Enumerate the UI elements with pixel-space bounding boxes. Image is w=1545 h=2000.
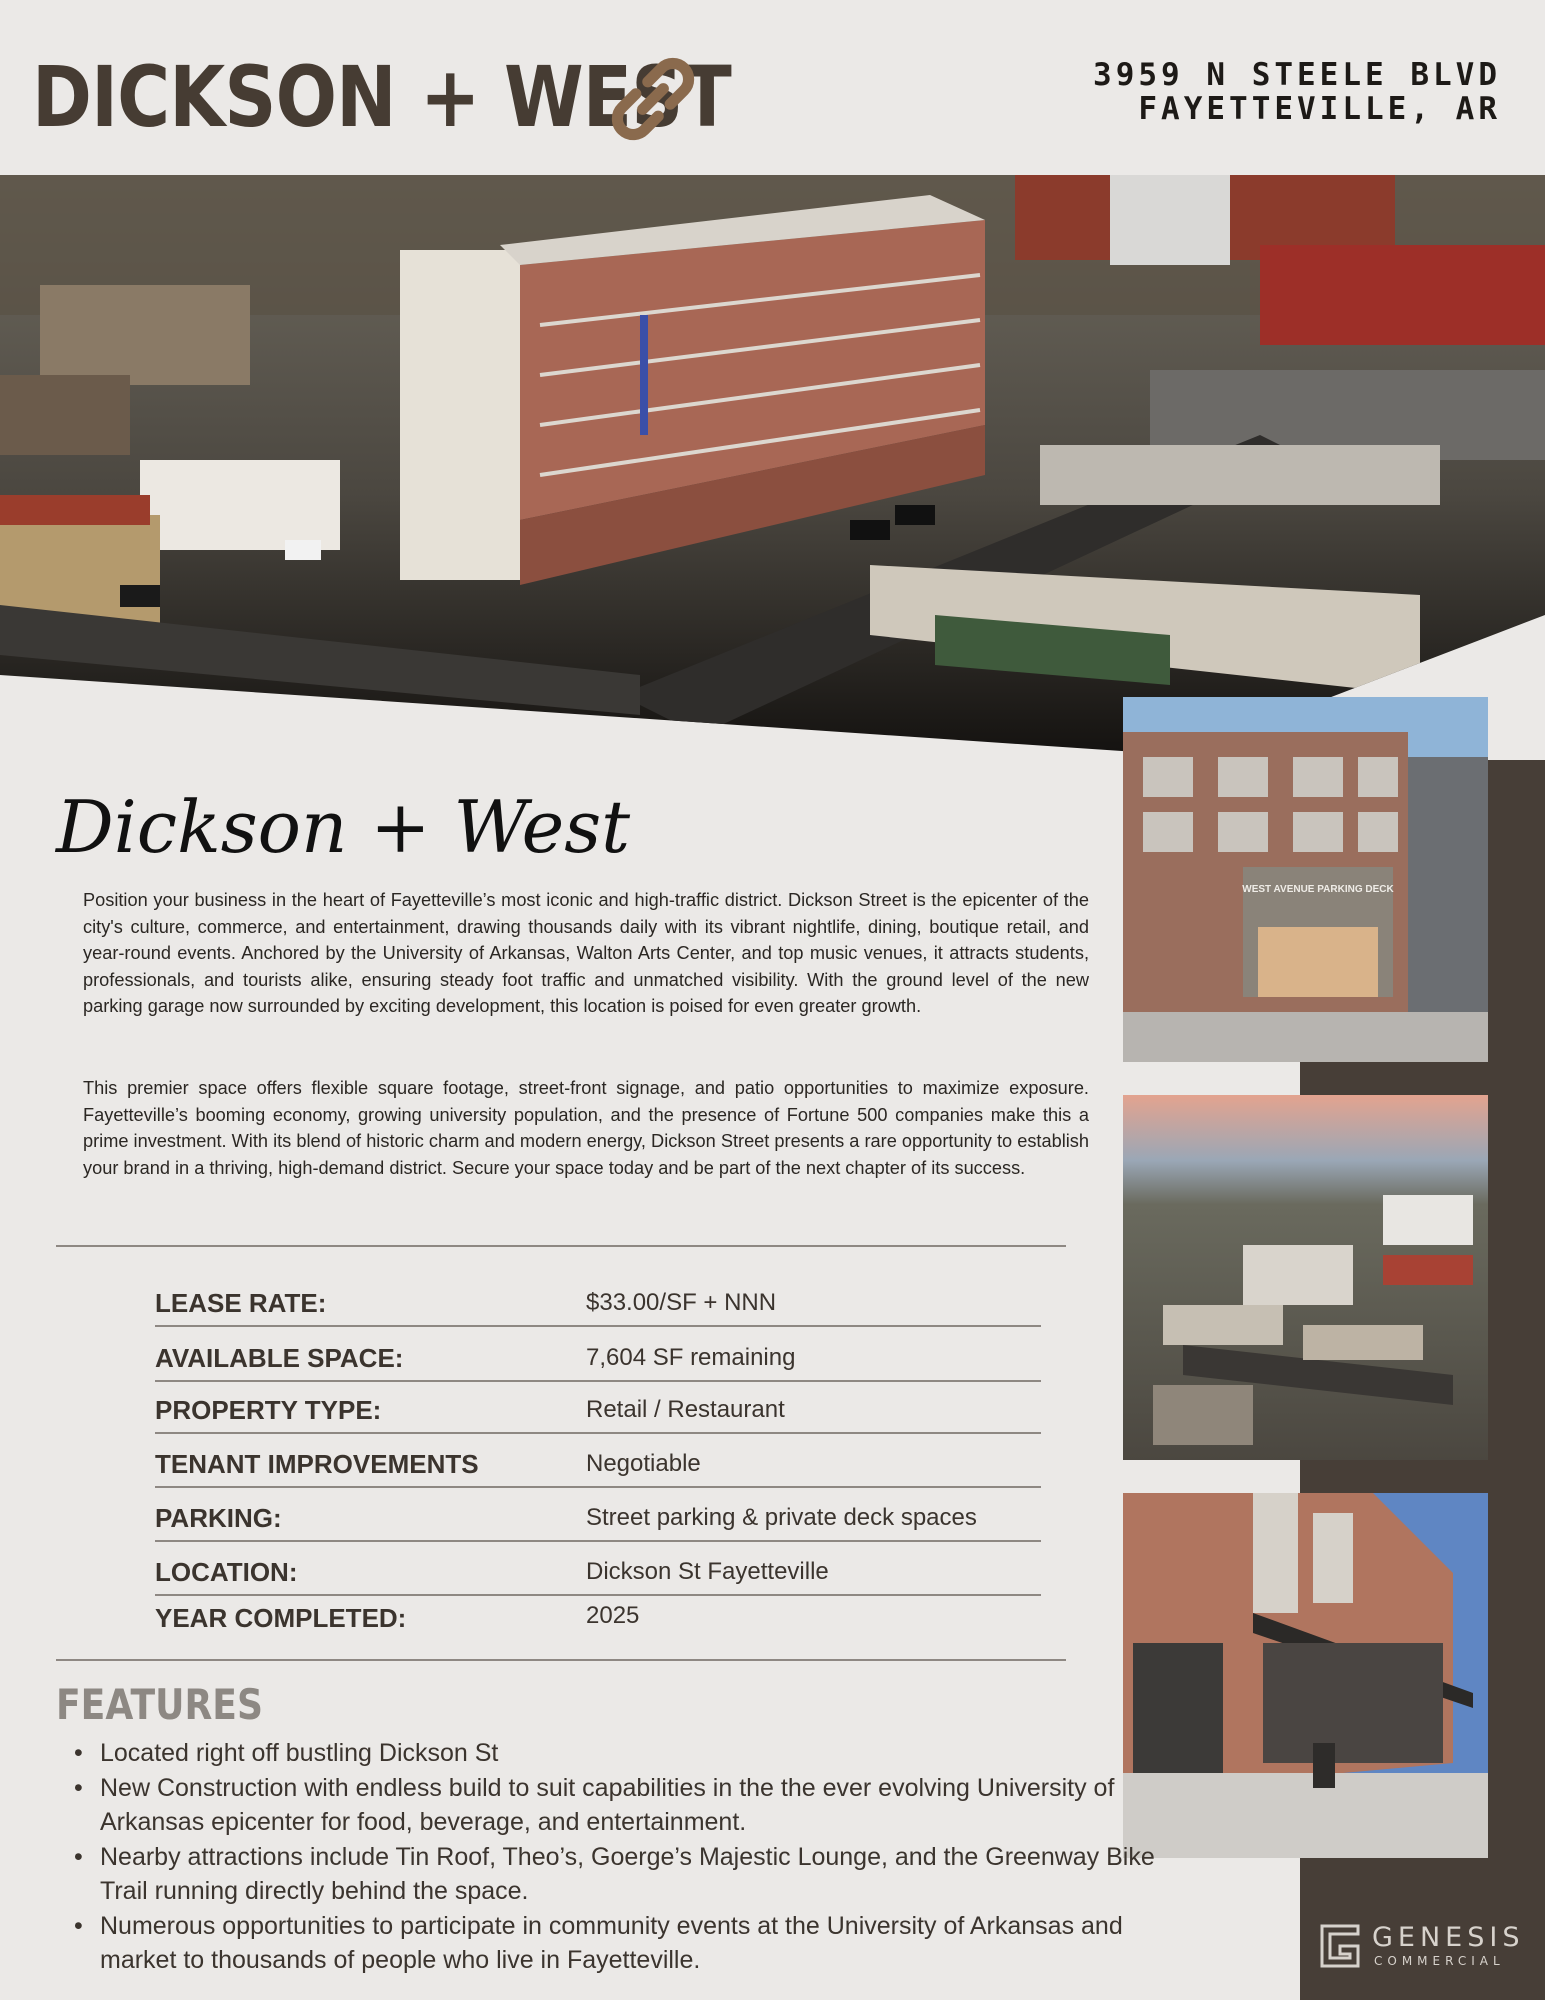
spec-label: TENANT IMPROVEMENTS bbox=[155, 1449, 479, 1479]
storefront-photo bbox=[1123, 1493, 1488, 1858]
aerial-district-photo bbox=[1123, 1095, 1488, 1460]
spec-value: 7,604 SF remaining bbox=[586, 1344, 796, 1371]
spec-value: Retail / Restaurant bbox=[586, 1396, 785, 1423]
row-divider bbox=[155, 1486, 1041, 1488]
genesis-commercial-logo bbox=[1318, 1922, 1528, 1972]
script-heading-text: Dickson + West bbox=[56, 785, 631, 869]
spec-row-location bbox=[155, 1544, 1041, 1596]
spec-row-tenant-improvements bbox=[155, 1436, 1041, 1488]
property-address bbox=[1093, 58, 1501, 126]
spec-row-year-completed bbox=[155, 1590, 1041, 1642]
description-paragraph-1: Position your business in the heart of Fayetteville’s most iconic and high-traffic district. Dickson Street is the epicenter of the city's culture, commerce, and entertainment, drawing thousands daily with its vibrant nightlife, dining, boutique retail, and year-round events. Anchored by the University of Arkansas, Walton Arts Center, and top music venues, it attracts students, professionals, and tourists alike, ensuring steady foot traffic and unmatched visibility. With the ground level of the new parking garage now surrounded by exciting development, this location is poised for even greater growth. bbox=[83, 890, 1089, 1016]
spec-label: YEAR COMPLETED: bbox=[155, 1603, 407, 1633]
logo-subtitle: COMMERCIAL bbox=[1374, 1954, 1505, 1968]
genesis-g-icon bbox=[1318, 1922, 1362, 1970]
spec-label: PARKING: bbox=[155, 1503, 282, 1533]
address-line-1: 3959 N STEELE BLVD bbox=[1093, 57, 1501, 93]
description-paragraph-2: This premier space offers flexible square footage, street-front signage, and patio opportunities to maximize exposure. Fayetteville’s booming economy, growing university population, and the presence of Fortune 500 companies make this a prime investment. With its blend of historic charm and modern energy, Dickson Street presents a rare opportunity to establish your brand in a thriving, high-demand district. Secure your space today and be part of the next chapter of its success. bbox=[83, 1078, 1089, 1178]
list-item: • Nearby attractions include Tin Roof, Theo’s, Goerge’s Majestic Lounge, and the Greenway Bike Trail running directly behind the space. bbox=[100, 1840, 1160, 1909]
spec-value: 2025 bbox=[586, 1602, 640, 1629]
features-title: FEATURES bbox=[56, 1680, 263, 1729]
deck-sign: WEST AVENUE PARKING DECK bbox=[1242, 884, 1394, 895]
spec-label: LEASE RATE: bbox=[155, 1288, 327, 1318]
parking-deck-photo bbox=[1123, 697, 1488, 1062]
spec-row-property-type bbox=[155, 1382, 1041, 1434]
list-item: • Located right off bustling Dickson St bbox=[100, 1736, 1160, 1771]
row-divider bbox=[155, 1540, 1041, 1542]
list-item: • New Construction with endless build to suit capabilities in the the ever evolving University of Arkansas epicenter for food, beverage, and entertainment. bbox=[100, 1771, 1160, 1840]
spec-value: Street parking & private deck spaces bbox=[586, 1504, 977, 1531]
spec-label: LOCATION: bbox=[155, 1557, 298, 1587]
spec-row-available-space bbox=[155, 1330, 1041, 1382]
row-divider bbox=[155, 1325, 1041, 1327]
features-list bbox=[100, 1736, 1160, 1978]
divider-bottom bbox=[56, 1659, 1066, 1661]
spec-label: AVAILABLE SPACE: bbox=[155, 1343, 404, 1373]
logo-name: GENESIS bbox=[1372, 1922, 1525, 1953]
link-chain-icon bbox=[610, 56, 696, 142]
row-divider bbox=[155, 1432, 1041, 1434]
spec-row-parking bbox=[155, 1490, 1041, 1542]
address-line-2: FAYETTEVILLE, AR bbox=[1138, 91, 1501, 127]
spec-label: PROPERTY TYPE: bbox=[155, 1395, 382, 1425]
list-item: • Numerous opportunities to participate in community events at the University of Arkansas and market to thousands of people who live in Fayetteville. bbox=[100, 1909, 1160, 1978]
spec-row-lease-rate bbox=[155, 1275, 1041, 1327]
script-heading bbox=[46, 770, 631, 880]
spec-value: Dickson St Fayetteville bbox=[586, 1558, 829, 1585]
page-title: DICKSON + WEST bbox=[32, 48, 731, 146]
spec-value: Negotiable bbox=[586, 1450, 701, 1477]
hero-aerial-photo bbox=[0, 175, 1545, 755]
divider-top bbox=[56, 1245, 1066, 1247]
spec-value: $33.00/SF + NNN bbox=[586, 1289, 777, 1316]
